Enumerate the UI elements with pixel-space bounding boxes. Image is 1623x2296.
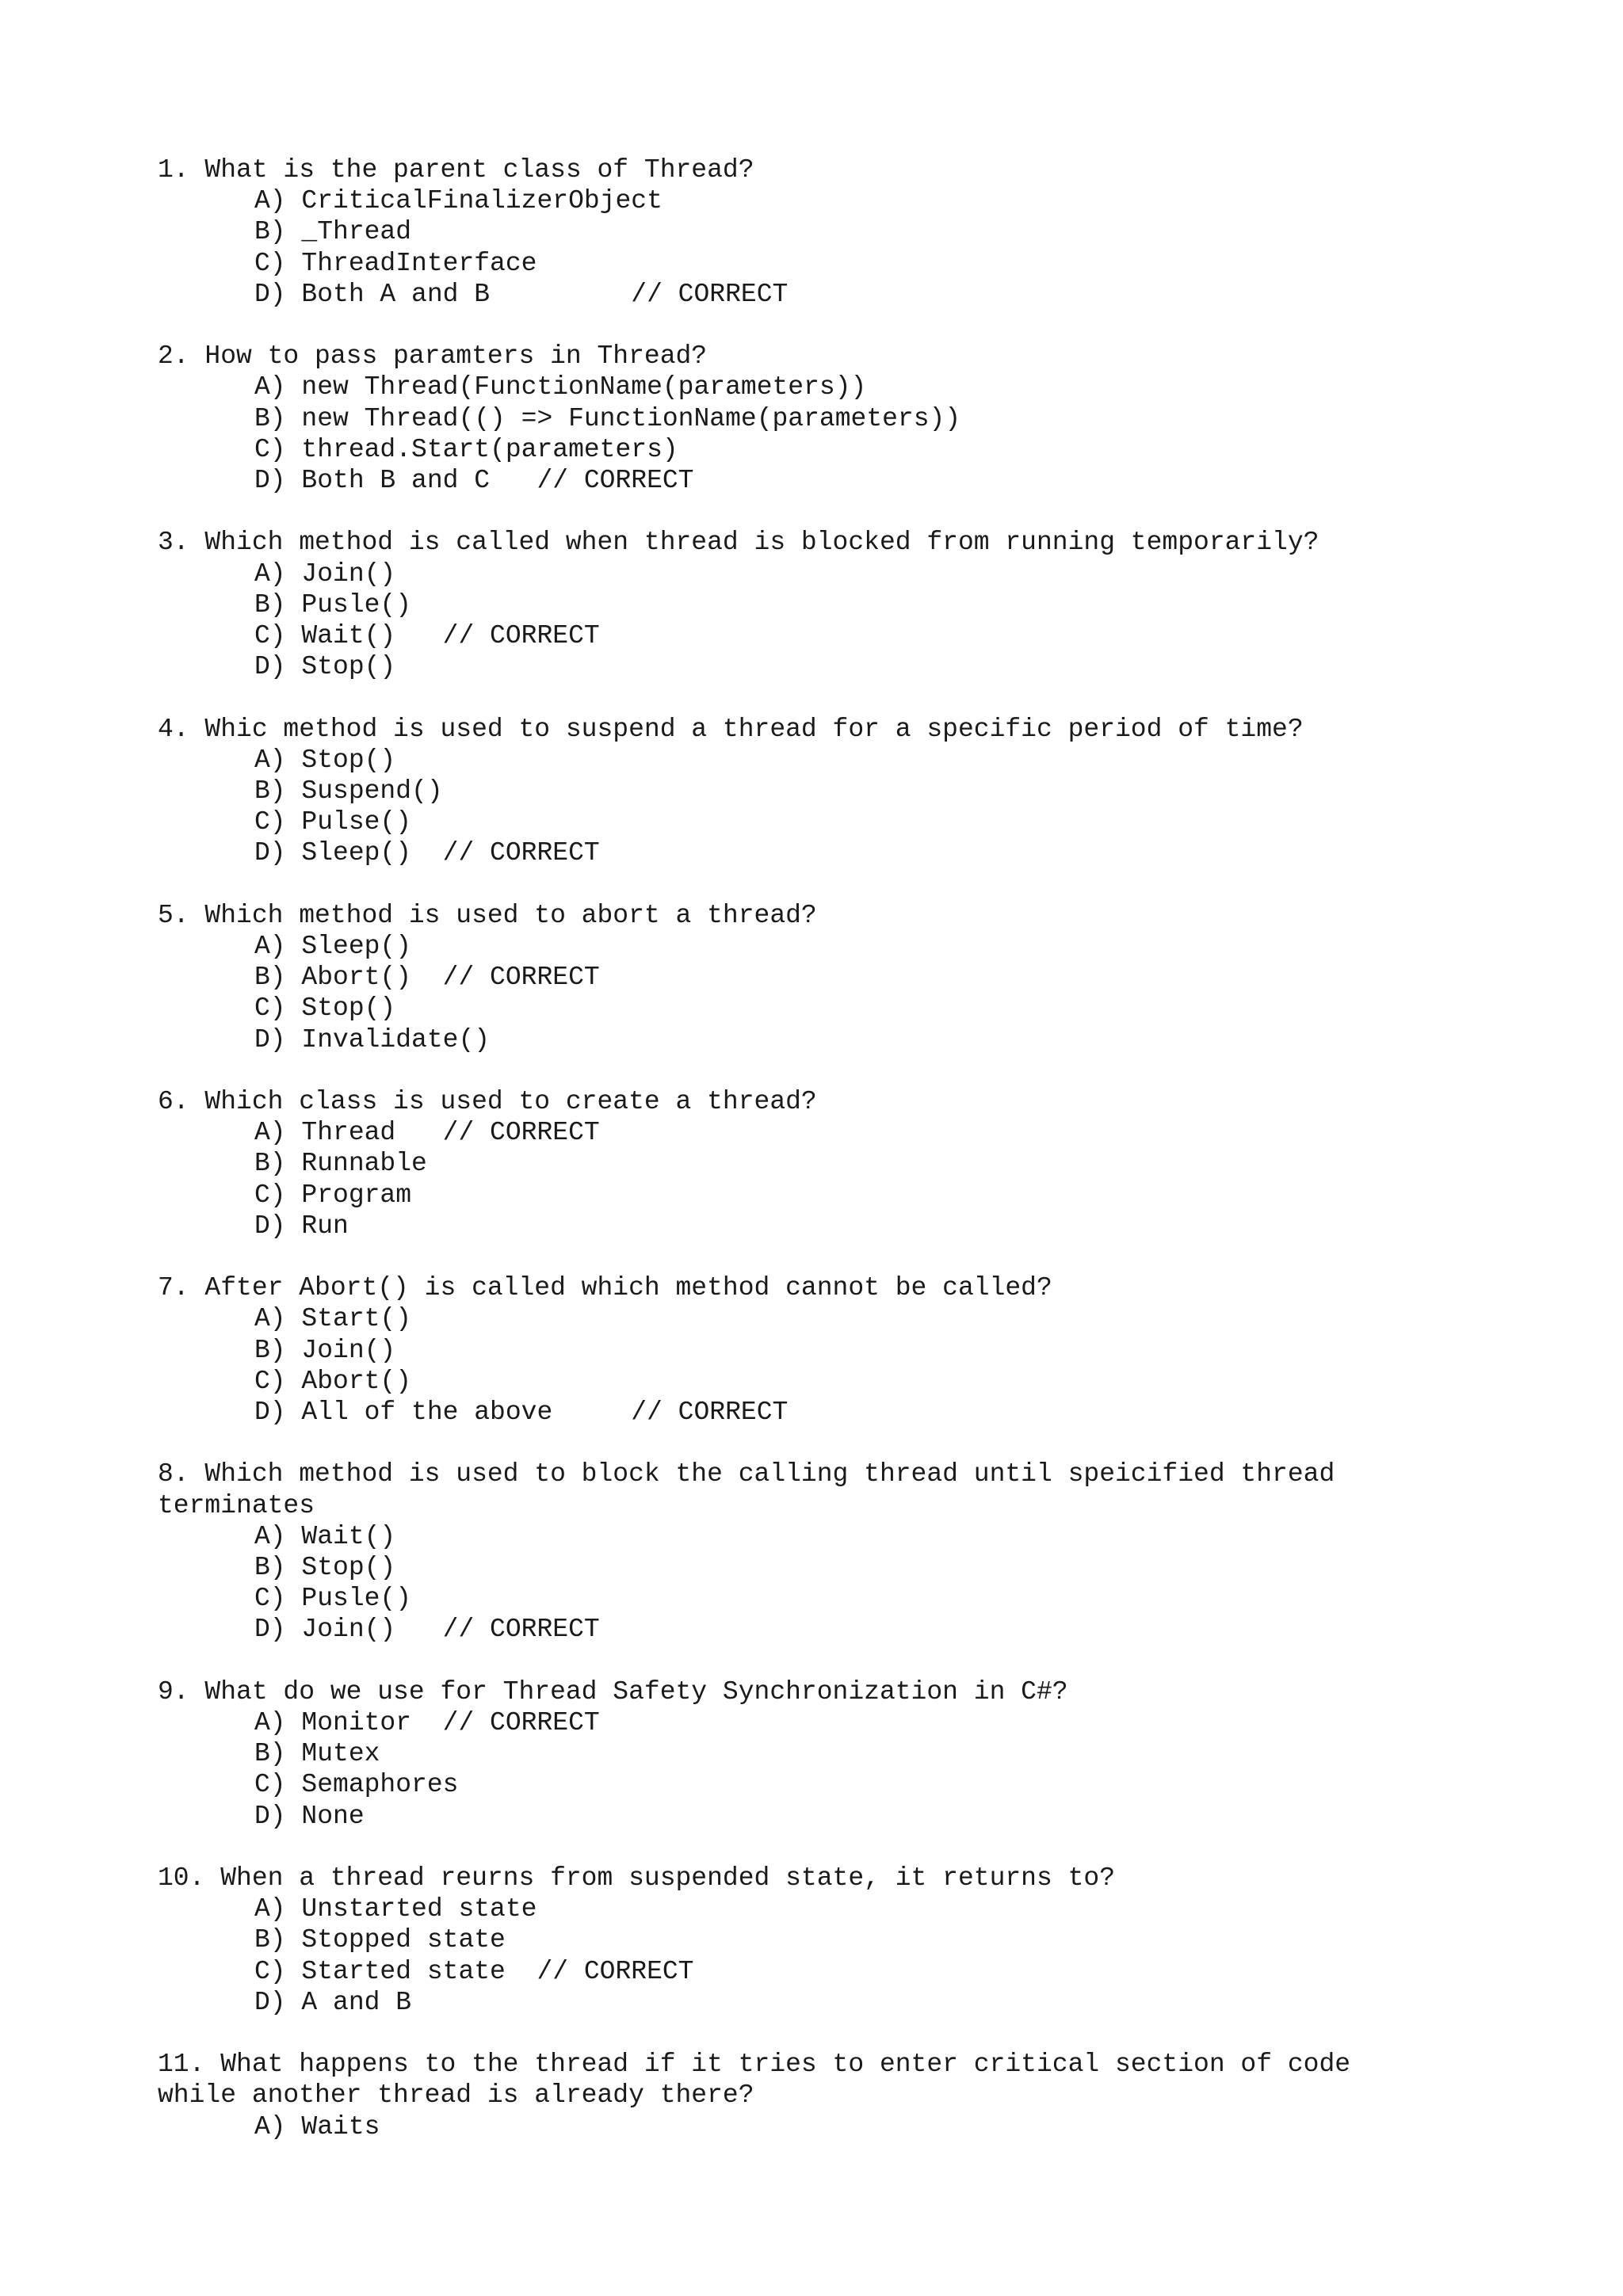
answer-option: C) Program (254, 1180, 412, 1210)
question-block (158, 341, 1489, 496)
answer-option: D) Join() // CORRECT (254, 1615, 600, 1645)
answer-option: B) Runnable (254, 1149, 427, 1179)
answer-option: D) Stop() (254, 652, 396, 682)
answer-option: B) Mutex (254, 1739, 380, 1769)
answer-option: C) ThreadInterface (254, 248, 537, 278)
question-text: while another thread is already there? (158, 2081, 754, 2111)
answer-option: D) Both A and B // CORRECT (254, 279, 789, 309)
answer-option: B) Join() (254, 1335, 396, 1365)
answer-option: C) Started state // CORRECT (254, 1956, 694, 1986)
question-text: 8. Which method is used to block the calling thread until speicified thread (158, 1459, 1335, 1489)
quiz-list (158, 154, 1489, 2173)
question-text: 9. What do we use for Thread Safety Synchronization in C#? (158, 1676, 1068, 1707)
answer-option: B) Pusle() (254, 589, 412, 620)
question-block (158, 1272, 1489, 1428)
answer-option: A) Start() (254, 1304, 412, 1334)
answer-option: B) new Thread(() => FunctionName(parameters)) (254, 403, 961, 433)
answer-option: C) Wait() // CORRECT (254, 621, 600, 651)
question-text: 3. Which method is called when thread is blocked from running temporarily? (158, 528, 1319, 558)
answer-option: B) Stop() (254, 1553, 396, 1583)
answer-option: D) None (254, 1801, 365, 1831)
answer-option: C) thread.Start(parameters) (254, 434, 678, 464)
answer-option: B) Suspend() (254, 776, 443, 807)
question-block (158, 154, 1489, 310)
answer-option: C) Stop() (254, 994, 396, 1024)
answer-option: A) Join() (254, 559, 396, 589)
answer-option: A) CriticalFinalizerObject (254, 186, 663, 216)
answer-option: C) Pulse() (254, 807, 412, 837)
answer-option: A) Monitor // CORRECT (254, 1708, 600, 1738)
answer-option: A) Unstarted state (254, 1894, 537, 1924)
question-text: 7. After Abort() is called which method cannot be called? (158, 1273, 1052, 1303)
question-text: 6. Which class is used to create a thread? (158, 1087, 817, 1117)
answer-option: A) Stop() (254, 745, 396, 775)
answer-option: D) A and B (254, 1987, 412, 2017)
question-block (158, 2049, 1489, 2142)
question-text: 1. What is the parent class of Thread? (158, 155, 754, 185)
question-block (158, 1459, 1489, 1645)
question-text: 5. Which method is used to abort a thread? (158, 900, 817, 930)
question-text: 2. How to pass paramters in Thread? (158, 341, 708, 372)
question-block (158, 1863, 1489, 2018)
answer-option: A) Wait() (254, 1521, 396, 1551)
question-block (158, 1086, 1489, 1241)
answer-option: D) Invalidate() (254, 1024, 491, 1055)
answer-option: D) Sleep() // CORRECT (254, 838, 600, 868)
answer-option: B) Abort() // CORRECT (254, 963, 600, 993)
answer-option: C) Abort() (254, 1366, 412, 1396)
answer-option: D) Both B and C // CORRECT (254, 466, 694, 496)
answer-option: A) new Thread(FunctionName(parameters)) (254, 372, 867, 402)
answer-option: B) _Thread (254, 217, 412, 247)
question-block (158, 1676, 1489, 1832)
question-block (158, 900, 1489, 1055)
question-block (158, 527, 1489, 682)
answer-option: C) Semaphores (254, 1770, 459, 1800)
answer-option: A) Thread // CORRECT (254, 1118, 600, 1148)
answer-option: B) Stopped state (254, 1925, 506, 1955)
question-text: terminates (158, 1490, 315, 1520)
question-text: 4. Whic method is used to suspend a thread for a specific period of time? (158, 714, 1304, 744)
question-text: 10. When a thread reurns from suspended state, it returns to? (158, 1863, 1115, 1894)
answer-option: A) Waits (254, 2111, 380, 2142)
answer-option: C) Pusle() (254, 1584, 412, 1614)
question-text: 11. What happens to the thread if it tries to enter critical section of code (158, 2050, 1351, 2080)
answer-option: D) All of the above // CORRECT (254, 1398, 789, 1428)
answer-option: D) Run (254, 1211, 349, 1241)
question-block (158, 714, 1489, 869)
answer-option: A) Sleep() (254, 932, 412, 962)
